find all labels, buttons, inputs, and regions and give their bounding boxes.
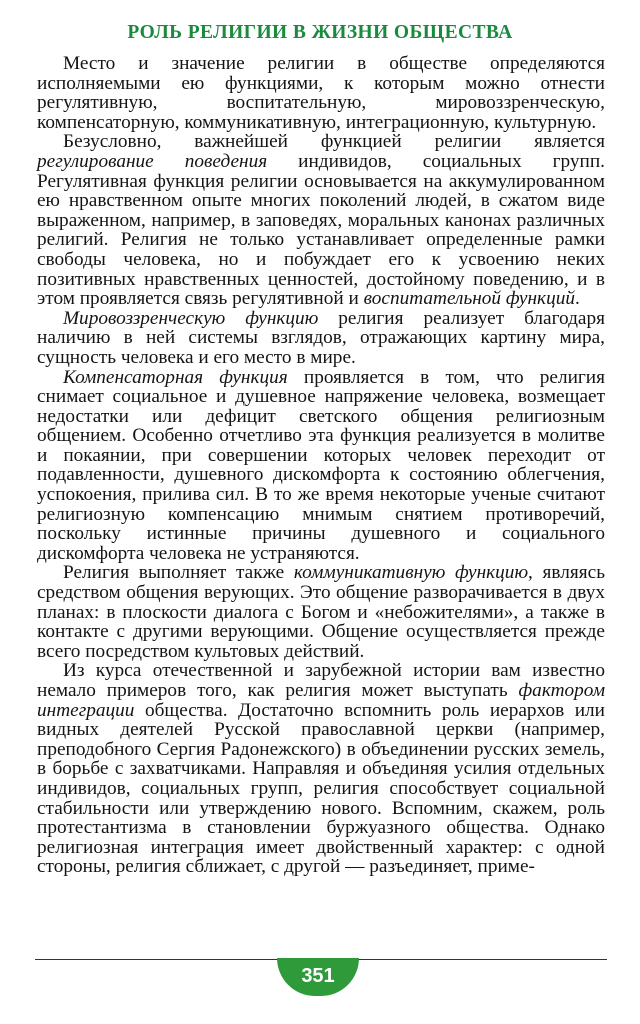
italic-term: коммуникативную функцию — [293, 562, 529, 584]
text-run: Место и значение религии в обществе определяются исполняемыми ею функциями, к которым можно отнести регулятивную, воспитательную, мировоззренческую, компенсаторную, коммуникативную, интеграционную, культурную. — [37, 53, 605, 133]
text-run: Безусловно, важнейшей функцией религии является — [63, 131, 605, 153]
paragraph — [37, 368, 605, 564]
text-run: индивидов, социальных групп. Регулятивная функция религии основывается на аккумулированном ею нравственном опыте многих поколений людей, в сжатом виде выраженном, например, в заповедях, моральных канонах различных религий. Религия не только устанавливает определенные рамки свободы человека, но и побуждает его к усвоению неких позитивных нравственных ценностей, достойному поведению, и в этом проявляется связь регулятивной и — [37, 150, 605, 310]
italic-term: фактором интеграции — [37, 680, 605, 721]
italic-term: Компенсаторная функция — [63, 366, 288, 388]
text-run: Из курса отечественной и зарубежной истории вам известно немало примеров того, как религия может выступать — [37, 660, 605, 701]
text-run: . — [575, 288, 580, 310]
paragraph — [37, 563, 605, 661]
text-run: Религия выполняет также — [63, 562, 294, 584]
paragraph — [37, 309, 605, 368]
page-title: РОЛЬ РЕЛИГИИ В ЖИЗНИ ОБЩЕСТВА — [127, 22, 513, 43]
paragraph — [37, 132, 605, 308]
page-number-badge: 351 — [277, 958, 359, 996]
text-run: , являясь средством общения верующих. Это общение разворачивается в двух планах: в плоскости диалога с Богом и «небожителями», а также в контакте с другими верующими. Общение осуществляется прежде всего посредством культовых действий. — [37, 562, 605, 662]
text-run: религия реализует благодаря наличию в ней системы взглядов, отражающих картину мира, сущность человека и его место в мире. — [37, 307, 605, 368]
text-run: общества. Достаточно вспомнить роль иерархов или видных деятелей Русской православной церкви (например, преподобного Сергия Радонежского) в объединении русских земель, в борьбе с захватчиками. Направляя и объединяя усилия отдельных индивидов, социальных групп, религия способствует социальной стабильности или утверждению нового. Вспомним, скажем, роль протестантизма в становлении буржуазного общества. Однако религиозная интеграция имеет двойственный характер: с одной стороны, религия сближает, с другой — разъединяет, приме- — [37, 699, 605, 878]
italic-term: регулирование поведения — [37, 150, 268, 172]
body-text — [37, 54, 605, 877]
italic-term: Мировоззренческую функцию — [63, 307, 319, 329]
text-run: проявляется в том, что религия снимает социальное и душевное напряжение человека, возмещает недостатки или дефицит светского общения религиозным общением. Особенно отчетливо эта функция реализуется в молитве и покаянии, при совершении которых человек переходит от подавленности, душевного дискомфорта к состоянию облегчения, успокоения, прилива сил. В то же время некоторые ученые считают религиозную компенсацию мнимым снятием противоречий, поскольку истинные причины душевного и социального дискомфорта человека не устраняются. — [37, 366, 605, 564]
paragraph — [37, 54, 605, 132]
paragraph — [37, 661, 605, 877]
italic-term: воспитательной функций — [363, 288, 575, 310]
